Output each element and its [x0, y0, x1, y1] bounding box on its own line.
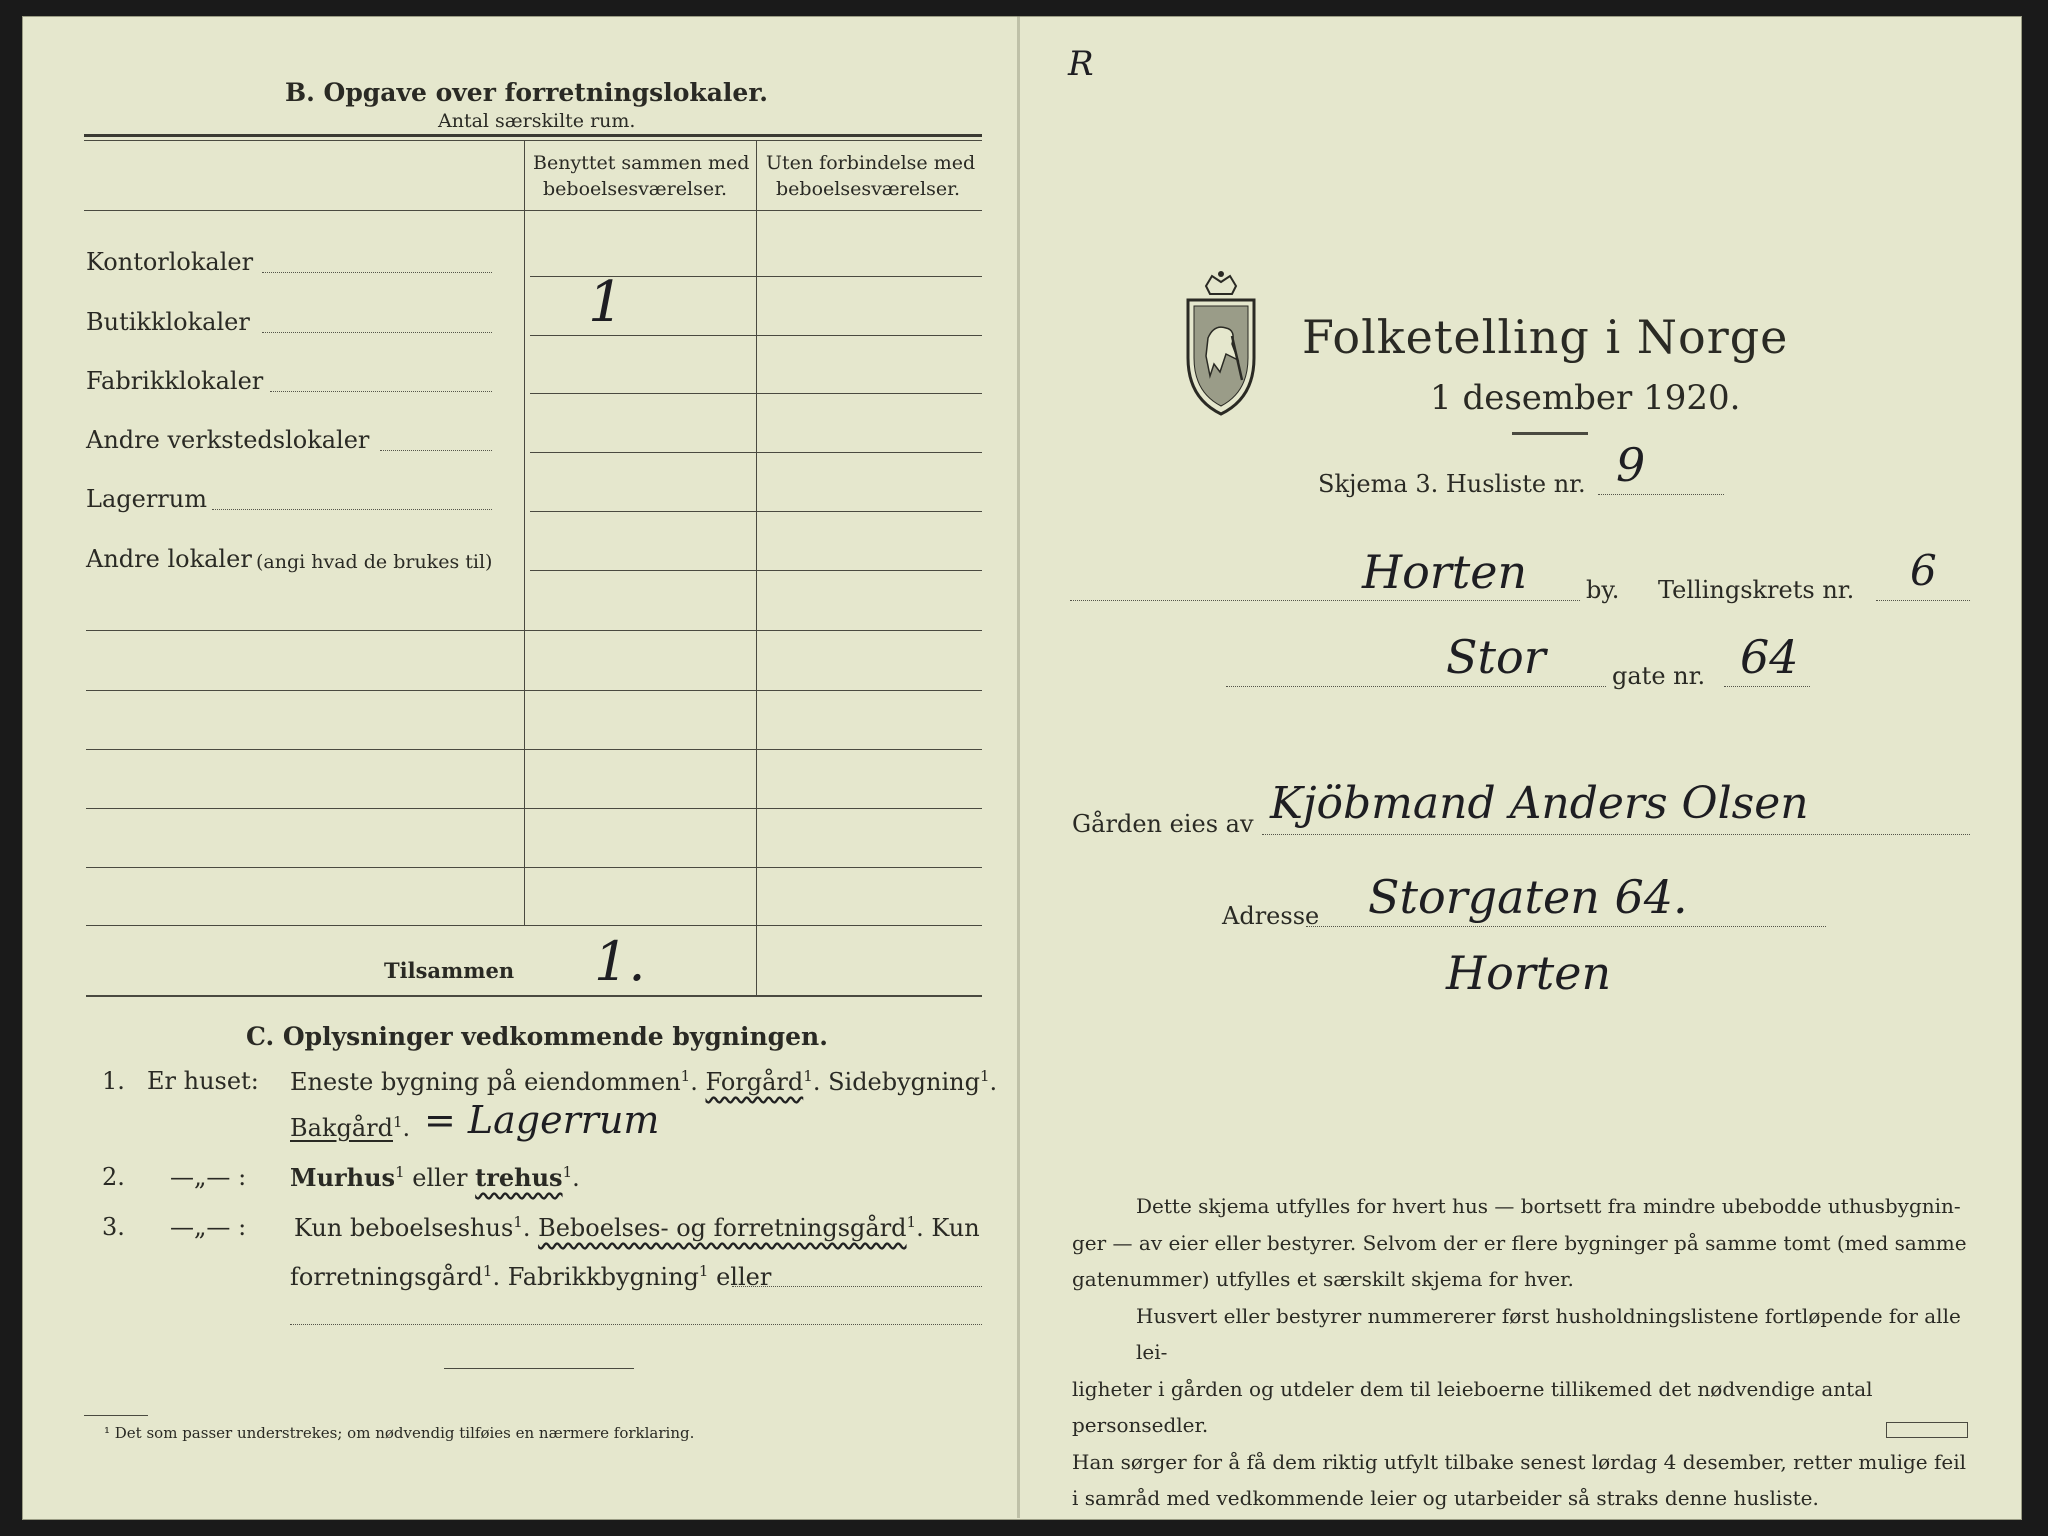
row-rule — [86, 690, 982, 691]
section-b-title: B. Opgave over forretningslokaler. — [285, 78, 768, 107]
butikk-value: 1 — [588, 270, 624, 335]
row-label-fabrikklokaler: Fabrikklokaler — [86, 367, 264, 395]
footnote-marker: 1 — [980, 1067, 990, 1085]
gate-value: Stor — [1446, 630, 1546, 684]
q3-number: 3. — [102, 1213, 125, 1241]
section-separator — [444, 1368, 634, 1369]
row-label-butikklokaler: Butikklokaler — [86, 308, 250, 336]
instruction-line: i samråd med vedkommende leier og utarbeider så straks denne husliste. — [1072, 1486, 1819, 1510]
q2-eller: eller — [412, 1164, 468, 1192]
skjema-husliste-label: Skjema 3. Husliste nr. — [1318, 470, 1586, 498]
section-b-subtitle: Antal særskilte rum. — [438, 110, 636, 132]
q3-option-beboelses-og-forretningsgard: Beboelses- og forretningsgård — [538, 1214, 907, 1242]
instruction-line: ger — av eier eller bestyrer. Selvom der er flere bygninger på samme tomt (med samme — [1072, 1230, 1967, 1255]
instruction-line: gatenummer) utfylles et særskilt skjema for hver. — [1072, 1267, 1574, 1291]
footnote-marker: 1 — [680, 1067, 691, 1085]
page-fold — [1017, 16, 1020, 1518]
row-rule — [86, 630, 982, 631]
by-value: Horten — [1362, 545, 1528, 599]
instructions-block — [1072, 1188, 1972, 1517]
printer-stamp — [1886, 1422, 1968, 1438]
row-label-lagerrum: Lagerrum — [86, 485, 207, 513]
row-label-kontorlokaler: Kontorlokaler — [86, 248, 254, 276]
instruction-line: Han sørger for å få dem riktig utfylt tilbake senest lørdag 4 desember, retter mulige feil — [1072, 1449, 1967, 1474]
title-rule — [1512, 432, 1588, 435]
footnote-marker: 1 — [393, 1113, 403, 1131]
col2-header-line1: Uten forbindelse med — [766, 152, 976, 174]
row-rule — [530, 335, 982, 336]
eier-fill-line — [1262, 834, 1970, 835]
table-top-rule — [84, 134, 982, 137]
footnote-marker: 1 — [482, 1262, 493, 1280]
footnote-marker: 1 — [803, 1067, 813, 1085]
total-label: Tilsammen — [384, 958, 515, 983]
table-bottom-rule — [86, 925, 982, 926]
q3-label: —„— : — [170, 1213, 247, 1241]
total-value: 1. — [594, 930, 646, 993]
adresse-fill-line — [1306, 926, 1826, 927]
dot-leader — [380, 450, 492, 451]
q1-options-line2: Bakgård$^1$. — [290, 1113, 411, 1142]
instruction-line: Husvert eller bestyrer nummererer først husholdningslistene fortløpende for alle lei- — [1136, 1303, 1961, 1364]
eier-label: Gården eies av — [1072, 810, 1254, 838]
q3-option-kun-beboelseshus: Kun beboelseshus — [294, 1214, 514, 1242]
husliste-nr-value: 9 — [1616, 438, 1646, 492]
gate-nr-value: 64 — [1740, 630, 1799, 684]
row-note-andre-lokaler: (angi hvad de brukes til) — [256, 551, 493, 573]
footnote-marker: 1 — [513, 1213, 523, 1231]
table-top-rule-2 — [84, 140, 982, 141]
dot-leader — [270, 391, 492, 392]
row-rule — [86, 867, 982, 868]
row-label-andre-lokaler: Andre lokaler — [86, 545, 252, 573]
q2-options: Murhus$^1$ eller trehus$^1$. — [290, 1163, 580, 1192]
row-rule — [86, 808, 982, 809]
q3-option-fabrikkbygning: Fabrikkbygning — [507, 1263, 699, 1291]
corner-mark: R — [1068, 44, 1094, 84]
footnote-rule — [84, 1415, 148, 1416]
q2-label: —„— : — [170, 1163, 247, 1191]
krets-fill-line — [1876, 600, 1970, 601]
gate-label: gate nr. — [1612, 662, 1706, 690]
form-title: Folketelling i Norge — [1302, 310, 1789, 364]
adresse-line2: Horten — [1446, 946, 1612, 1000]
tellingskrets-label: Tellingskrets nr. — [1658, 576, 1855, 604]
gate-fill-line — [1226, 686, 1606, 687]
footnote-marker: 1 — [698, 1262, 709, 1280]
q3-options-line2: forretningsgård$^1$. Fabrikkbygning$^1$ eller — [290, 1262, 772, 1291]
col1-header-line1: Benyttet sammen med — [533, 152, 750, 174]
q3-fill-line — [732, 1286, 982, 1287]
q1-options: Eneste bygning på eiendommen$^1$. Forgård$^1$. Sidebygning$^1$. — [290, 1067, 998, 1096]
footnote-marker: 1 — [395, 1163, 405, 1181]
row-label-verkstedslokaler: Andre verkstedslokaler — [86, 426, 370, 454]
by-fill-line — [1070, 600, 1580, 601]
q1-option-sidebygning: Sidebygning — [828, 1068, 980, 1096]
gate-nr-fill-line — [1724, 686, 1810, 687]
row-rule — [86, 749, 982, 750]
q3-kun: Kun — [931, 1214, 980, 1242]
q1-option-bakgard: Bakgård — [290, 1114, 393, 1142]
adresse-label: Adresse — [1222, 902, 1320, 930]
dot-leader — [212, 509, 492, 510]
q3-eller: eller — [716, 1263, 772, 1291]
dot-leader — [262, 332, 492, 333]
eier-value: Kjöbmand Anders Olsen — [1270, 778, 1809, 829]
row-rule — [530, 570, 982, 571]
dot-leader — [262, 272, 492, 273]
section-c-title: C. Oplysninger vedkommende bygningen. — [246, 1022, 828, 1051]
q2-number: 2. — [102, 1163, 125, 1191]
col1-header-line2: beboelsesværelser. — [543, 178, 728, 200]
footnote-marker: 1 — [562, 1163, 573, 1181]
q2-option-trehus: trehus — [475, 1163, 563, 1192]
tellingskrets-nr-value: 6 — [1910, 546, 1937, 595]
col2-header-line2: beboelsesværelser. — [776, 178, 961, 200]
q3-options: Kun beboelseshus$^1$. Beboelses- og forretningsgård$^1$. Kun — [294, 1213, 980, 1242]
row-rule — [530, 511, 982, 512]
row-rule — [530, 452, 982, 453]
q1-option-eneste: Eneste bygning på eiendommen — [290, 1068, 681, 1096]
footnote: ¹ Det som passer understrekes; om nødvendig tilføies en nærmere forklaring. — [104, 1424, 695, 1442]
q1-label: Er huset: — [147, 1067, 259, 1095]
husliste-fill-line — [1598, 494, 1724, 495]
q1-handwritten-answer: = Lagerrum — [424, 1098, 660, 1142]
total-rule — [86, 995, 982, 997]
norway-coat-of-arms-icon — [1176, 268, 1266, 418]
row-rule — [530, 393, 982, 394]
form-date: 1 desember 1920. — [1430, 378, 1741, 418]
q3-fill-line-2 — [290, 1324, 982, 1325]
q1-option-forgard: Forgård — [705, 1068, 804, 1096]
by-label: by. — [1586, 576, 1620, 604]
q3-option-forretningsgard: forretningsgård — [290, 1263, 483, 1291]
instruction-line: ligheter i gården og utdeler dem til leieboerne tillikemed det nødvendige antal personsedler. — [1072, 1376, 1873, 1437]
instruction-line: Dette skjema utfylles for hvert hus — bortsett fra mindre ubebodde uthusbygnin- — [1136, 1194, 1961, 1218]
footnote-marker: 1 — [906, 1213, 917, 1231]
q2-option-murhus: Murhus — [290, 1163, 396, 1192]
q1-number: 1. — [102, 1067, 125, 1095]
header-rule — [84, 210, 982, 211]
adresse-line1: Storgaten 64. — [1368, 870, 1688, 924]
